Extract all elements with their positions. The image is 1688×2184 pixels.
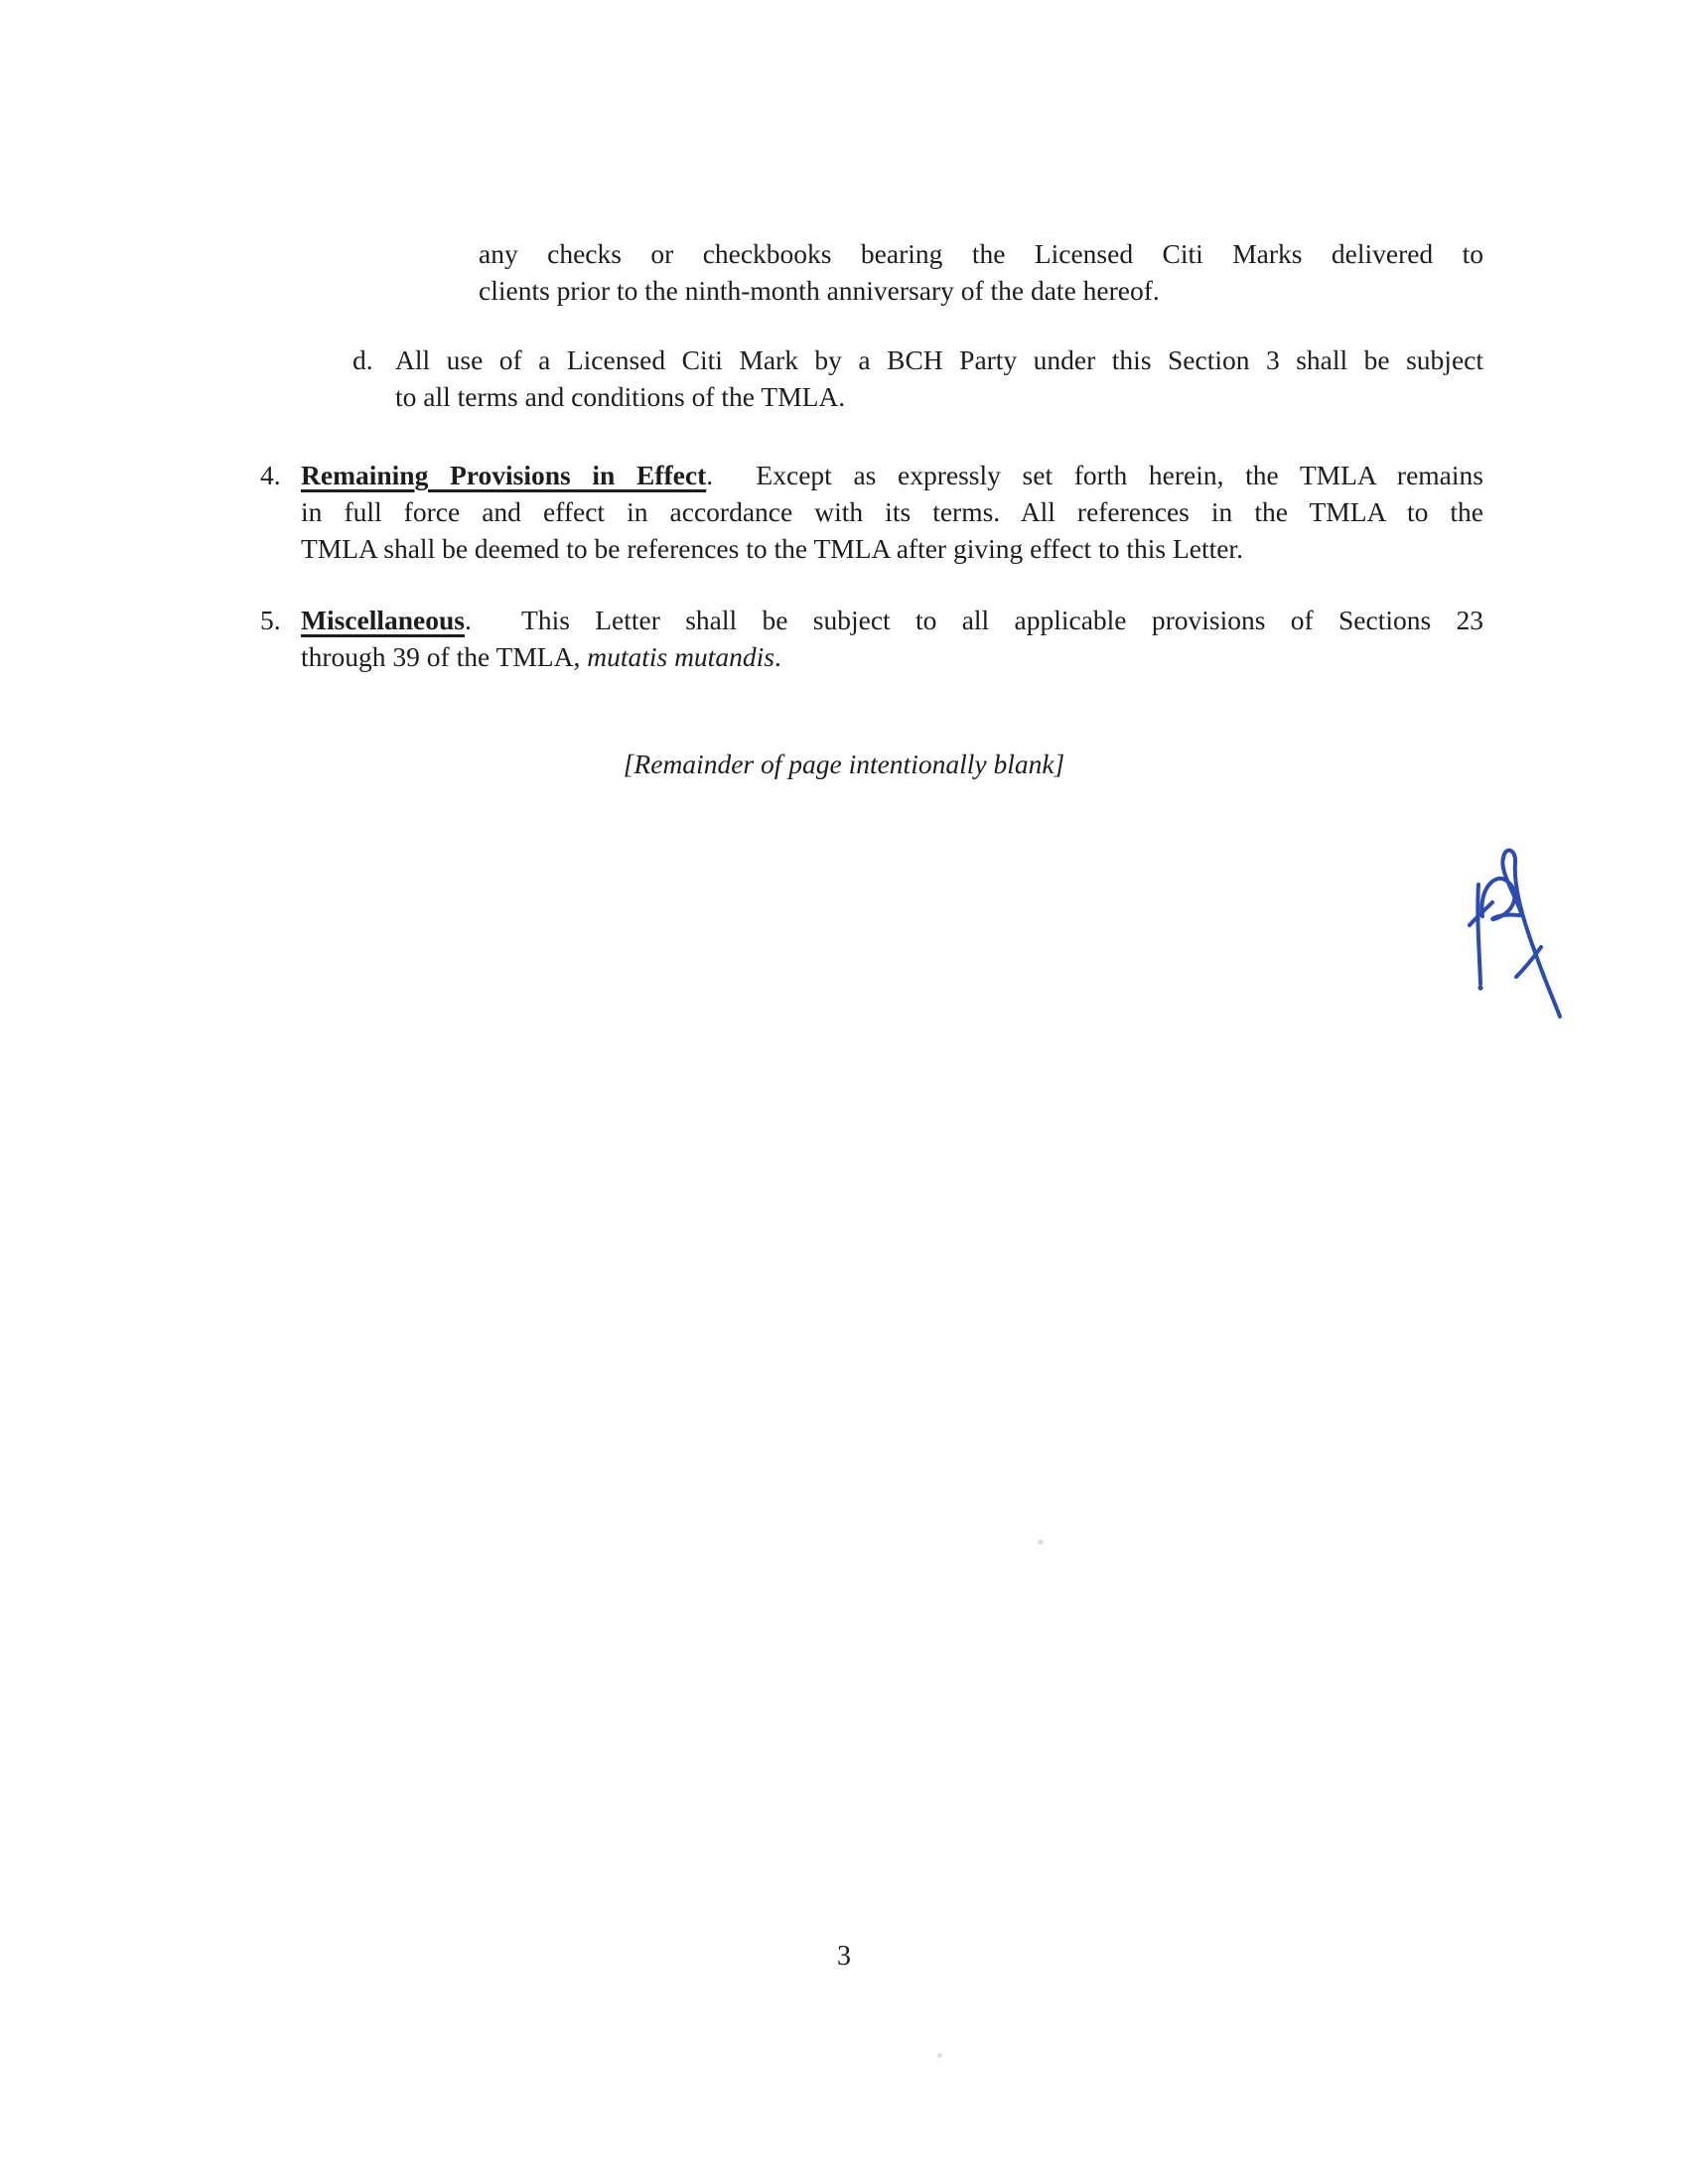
list-item-4-marker: 4. (260, 460, 281, 490)
signature-ink-dot (1477, 985, 1482, 990)
list-item-4 (260, 457, 1483, 567)
list-item-5 (260, 602, 1483, 675)
paragraph-text: through 39 of the TMLA, (301, 641, 588, 672)
paragraph-text: . This Letter shall be subject to all applicable provisions of Sections 23 (465, 605, 1483, 635)
list-item-d (352, 341, 1483, 415)
page-number: 3 (837, 1941, 851, 1972)
list-item-d-text (395, 341, 1483, 415)
paragraph-line (301, 602, 1483, 638)
scan-speck (1038, 1540, 1044, 1545)
signature-initials-ink (1430, 829, 1579, 1037)
signature-stroke (1502, 851, 1560, 1017)
paragraph-continuation (479, 235, 1483, 309)
paragraph-line: to all terms and conditions of the TMLA. (395, 381, 846, 412)
section-heading: Miscellaneous (301, 605, 465, 635)
paragraph-line (301, 457, 1483, 493)
paragraph-line: in full force and effect in accordance with its terms. All references in the TMLA to the (301, 496, 1483, 527)
section-heading: Remaining Provisions in Effect (301, 460, 707, 490)
list-item-5-text (301, 602, 1483, 675)
list-item-4-text (301, 457, 1483, 567)
paragraph-line (301, 638, 1483, 675)
paragraph-text: . Except as expressly set forth herein, the TMLA remains (706, 460, 1483, 490)
scan-speck (937, 2053, 942, 2058)
paragraph-line: TMLA shall be deemed to be references to the TMLA after giving effect to this Letter. (301, 533, 1243, 564)
paragraph-line: clients prior to the ninth-month anniversary of the date hereof. (479, 275, 1160, 306)
paragraph-text: . (774, 641, 781, 672)
paragraph-line: any checks or checkbooks bearing the Licensed Citi Marks delivered to (479, 238, 1483, 269)
list-item-d-marker: d. (352, 344, 373, 375)
list-item-5-marker: 5. (260, 605, 281, 635)
latin-phrase: mutatis mutandis (587, 641, 774, 672)
signature-stroke (1477, 885, 1480, 984)
remainder-blank-notice: [Remainder of page intentionally blank] (623, 749, 1065, 779)
paragraph-line: All use of a Licensed Citi Mark by a BCH Party under this Section 3 shall be subject (395, 344, 1483, 375)
